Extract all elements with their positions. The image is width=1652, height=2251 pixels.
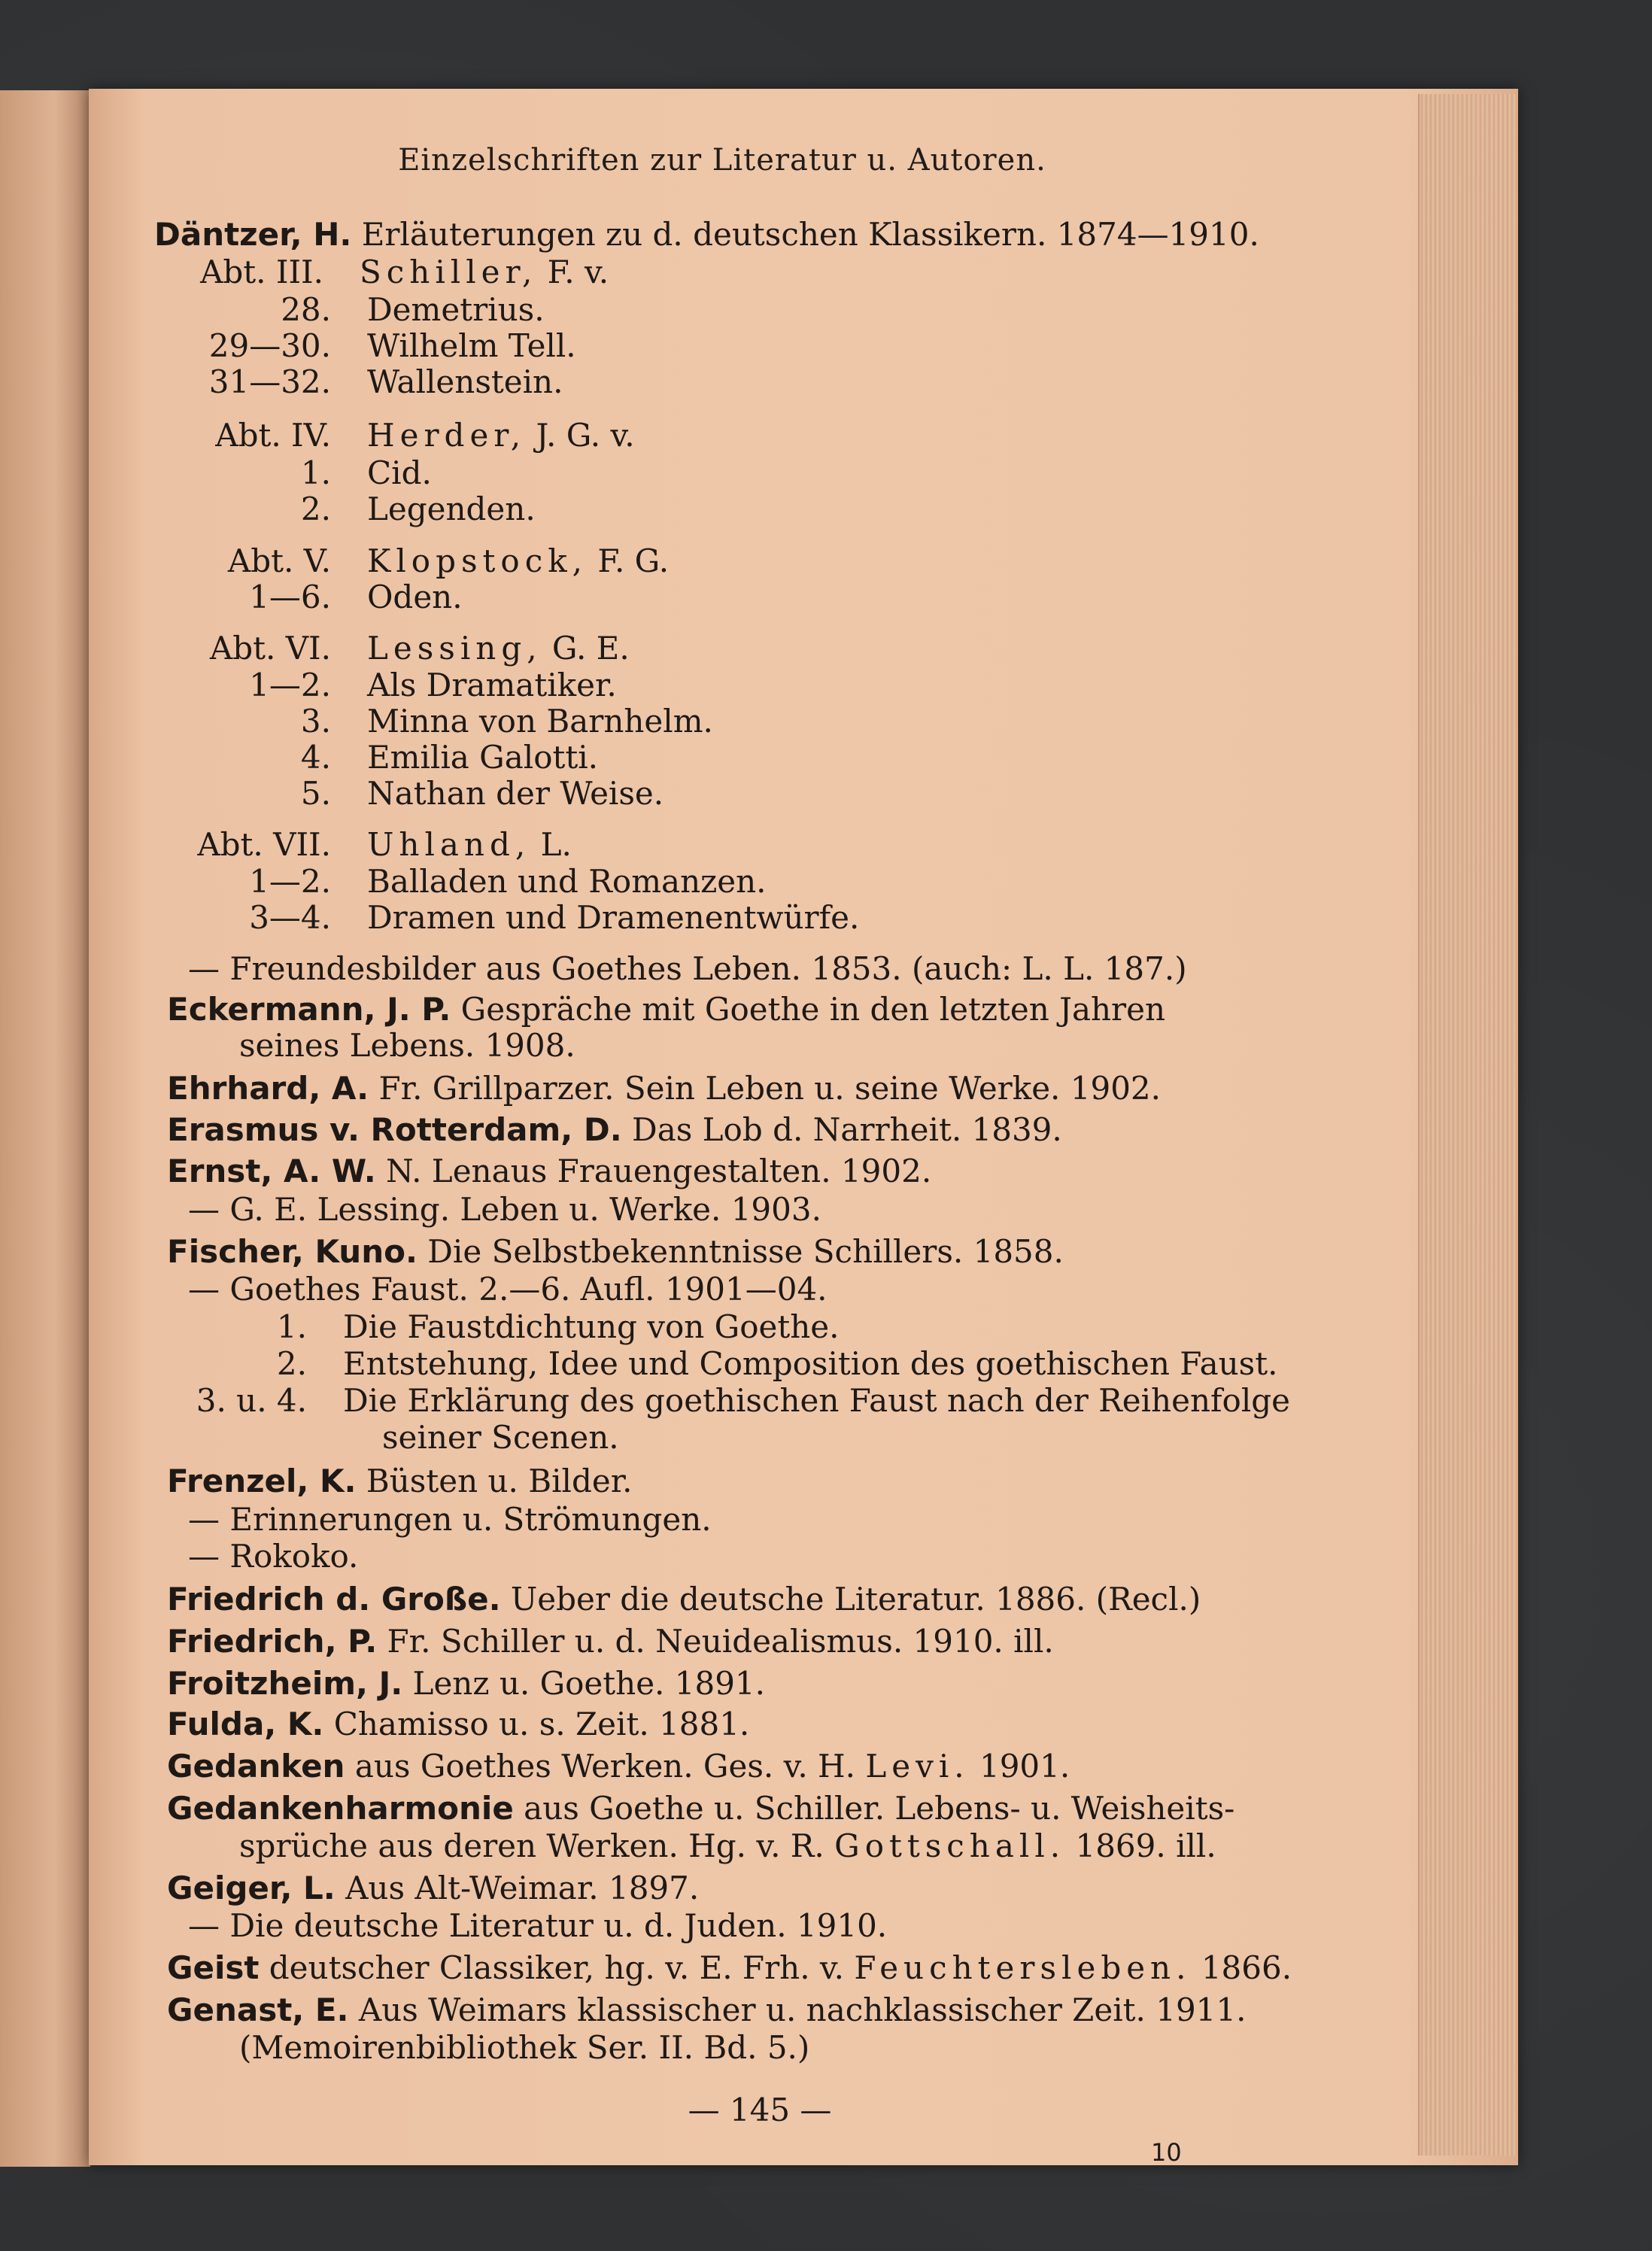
author-name: Eckermann, J. P. [167,991,451,1028]
entry-text: — Rokoko. [188,1538,359,1575]
entry-text: Aus Weimars klassischer u. nachklassischer Zeit. 1911. [348,1991,1247,2028]
author-name: Friedrich, P. [167,1623,378,1660]
entry-line-abt5 [367,543,669,579]
entry-tail: 1866. [1191,1949,1292,1986]
entry-tail: 1901. [969,1748,1070,1785]
entry-text: Balladen und Romanzen. [367,863,767,900]
author-name: Gedankenharmonie [167,1790,514,1827]
entry-number: 3—4. [249,899,331,936]
spaced-author: Herder, [367,417,527,454]
entry-text: Als Dramatiker. [367,667,617,703]
entry-text: Wallenstein. [367,363,563,400]
entry-line-f2 [343,1346,1277,1382]
author-name: Genast, E. [167,1991,349,2028]
author-name: Ernst, A. W. [167,1153,376,1189]
entry-line-c16 [367,579,463,615]
entry-number: Abt. V. [227,542,331,579]
entry-number: Abt. VI. [209,630,331,667]
entry-line-froitz [167,1666,765,1702]
entry-line-d4 [367,740,598,776]
author-name: Erasmus v. Rotterdam, D. [167,1111,622,1148]
entry-number: 1—6. [249,579,331,615]
entry-text: — Goethes Faust. 2.—6. Aufl. 1901—04. [188,1271,828,1308]
author-name: Fischer, Kuno. [167,1233,418,1270]
entry-line-e12 [367,864,767,900]
entry-text: Chamisso u. s. Zeit. 1881. [323,1706,750,1742]
entry-line-frenzel [167,1463,633,1499]
entry-number: 3. [300,703,331,740]
entry-line-d5 [367,776,664,812]
running-head: Einzelschriften zur Literatur u. Autoren. [398,143,1046,178]
entry-number: 2. [300,491,331,527]
entry-line-genast [167,1992,1246,2028]
entry-text: Aus Alt-Weimar. 1897. [335,1870,700,1906]
printer-signature: 10 [1151,2138,1182,2167]
author-name: Frenzel, K. [167,1463,357,1499]
spaced-author: Uhland, [367,826,531,863]
entry-text: Ueber die deutsche Literatur. 1886. (Recl.) [500,1581,1201,1618]
spaced-author: Lessing, [367,630,542,667]
entry-text: seines Lebens. 1908. [239,1027,575,1064]
entry-text: — G. E. Lessing. Leben u. Werke. 1903. [188,1191,821,1228]
entry-line-geiger [167,1870,699,1906]
entry-number: 5. [300,775,331,812]
entry-text: Dramen und Dramenentwürfe. [367,899,860,936]
entry-text: G. E. [542,630,630,667]
spaced-editor: Gottschall. [834,1827,1066,1864]
entry-text: — Freundesbilder aus Goethes Leben. 1853. (auch: L. L. 187.) [188,950,1187,987]
entry-text: F. G. [588,542,670,579]
entry-text: Das Lob d. Narrheit. 1839. [621,1111,1062,1148]
entry-text: Die Selbstbekenntnisse Schillers. 1858. [417,1233,1064,1270]
entry-text: F. v. [537,254,609,290]
entry-text: Minna von Barnhelm. [367,703,713,740]
entry-text: L. [530,826,572,863]
entry-line-e34 [367,900,859,936]
entry-line-geiger2 [188,1908,887,1944]
entry-line-b1 [367,455,432,491]
entry-line-ernst [167,1153,931,1189]
author-name: Geiger, L. [167,1870,336,1906]
entry-text: Wilhelm Tell. [367,327,576,364]
entry-text: — Erinnerungen u. Strömungen. [188,1501,712,1538]
entry-line-genast2 [239,2030,809,2066]
entry-line-a2930 [367,328,576,364]
author-name: Gedanken [167,1748,345,1785]
entry-line-fischer2 [188,1271,828,1308]
entry-text: Demetrius. [367,291,545,328]
entry-text: sprüche aus deren Werken. Hg. v. R. [239,1827,835,1864]
entry-text: Lenz u. Goethe. 1891. [402,1665,765,1702]
author-name: Froitzheim, J. [167,1665,403,1702]
entry-number: 28. [281,291,331,328]
entry-line-gedharm [167,1791,1234,1827]
author-name: Fulda, K. [167,1706,324,1742]
entry-line-abt4 [367,418,635,454]
entry-number: 3. u. 4. [196,1382,307,1419]
entry-line-duentzer [154,217,1259,253]
entry-number: 1. [300,454,331,491]
entry-text: Oden. [367,579,463,615]
spaced-editor: Feuchtersleben. [854,1949,1192,1986]
entry-line-geist [167,1950,1292,1986]
page-stack-edges [1418,94,1517,2155]
entry-text: Nathan der Weise. [367,775,664,812]
entry-line-abt3 [360,254,609,290]
entry-line-f1 [343,1309,839,1345]
entry-line-fulda [167,1706,749,1742]
entry-number: Abt. III. [200,254,323,290]
author-name: Friedrich d. Große. [167,1581,501,1618]
entry-text: Entstehung, Idee und Composition des goethischen Faust. [343,1345,1278,1382]
spaced-editor: Levi. [865,1748,970,1785]
entry-number: 2. [276,1345,307,1382]
entry-text: Legenden. [367,491,536,527]
author-name: Ehrhard, A. [167,1070,369,1107]
entry-line-d12 [367,667,617,703]
entry-line-freundes [188,951,1187,987]
entry-text: J. G. v. [526,417,635,454]
entry-line-gedanken [167,1748,1070,1785]
entry-number: 1. [276,1308,307,1345]
page-number: — 145 — [688,2092,832,2128]
facing-page-edge [0,90,90,2167]
entry-line-ernst2 [188,1192,821,1228]
entry-text: Büsten u. Bilder. [356,1463,633,1499]
entry-text: deutscher Classiker, hg. v. E. Frh. v. [259,1949,855,1986]
entry-text: aus Goethes Werken. Ges. v. H. [345,1748,866,1785]
entry-line-friedrichp [167,1624,1054,1660]
entry-text: Cid. [367,454,432,491]
entry-line-gedharm2 [239,1828,1216,1864]
entry-text: aus Goethe u. Schiller. Lebens- u. Weisheits- [513,1790,1235,1827]
entry-line-erasmus [167,1112,1062,1148]
entry-text: (Memoirenbibliothek Ser. II. Bd. 5.) [239,2029,810,2066]
entry-text: Die Erklärung des goethischen Faust nach der Reihenfolge [343,1382,1291,1419]
entry-text: Erläuterungen zu d. deutschen Klassikern. 1874—1910. [351,216,1259,253]
entry-line-f34 [343,1383,1290,1419]
entry-number: Abt. IV. [215,417,331,454]
spaced-author: Schiller, [360,254,538,290]
entry-line-d3 [367,703,713,740]
spaced-author: Klopstock, [367,542,588,579]
author-name: Geist [167,1949,260,1986]
entry-line-b2 [367,491,536,527]
entry-line-eckermann [167,992,1165,1028]
entry-line-a28 [367,292,545,328]
entry-text: Fr. Grillparzer. Sein Leben u. seine Werke. 1902. [369,1070,1161,1107]
entry-number: 1—2. [249,667,331,703]
entry-line-fischer [167,1234,1064,1270]
entry-line-abt6 [367,630,630,667]
entry-line-abt7 [367,827,572,863]
entry-tail: 1869. ill. [1065,1827,1216,1864]
entry-text: Die Faustdichtung von Goethe. [343,1308,840,1345]
entry-text: N. Lenaus Frauengestalten. 1902. [375,1153,932,1189]
entry-text: Fr. Schiller u. d. Neuidealismus. 1910. ill. [377,1623,1054,1660]
entry-line-frenzel2 [188,1502,712,1538]
entry-line-a3132 [367,364,563,400]
entry-number: 4. [300,739,331,776]
entry-text: — Die deutsche Literatur u. d. Juden. 1910. [188,1907,888,1944]
entry-text: Gespräche mit Goethe in den letzten Jahren [451,991,1166,1028]
entry-number: 29—30. [208,327,331,364]
entry-number: 31—32. [208,363,331,400]
entry-number: Abt. VII. [197,826,331,863]
author-name: Däntzer, H. [154,216,352,253]
entry-line-eckermann2 [239,1028,575,1064]
entry-line-friedrichg [167,1581,1201,1618]
entry-line-frenzel3 [188,1539,358,1575]
entry-text: seiner Scenen. [382,1419,619,1456]
entry-line-f34b [382,1420,619,1456]
entry-number: 1—2. [249,863,331,900]
entry-text: Emilia Galotti. [367,739,599,776]
entry-line-ehrhard [167,1071,1161,1107]
